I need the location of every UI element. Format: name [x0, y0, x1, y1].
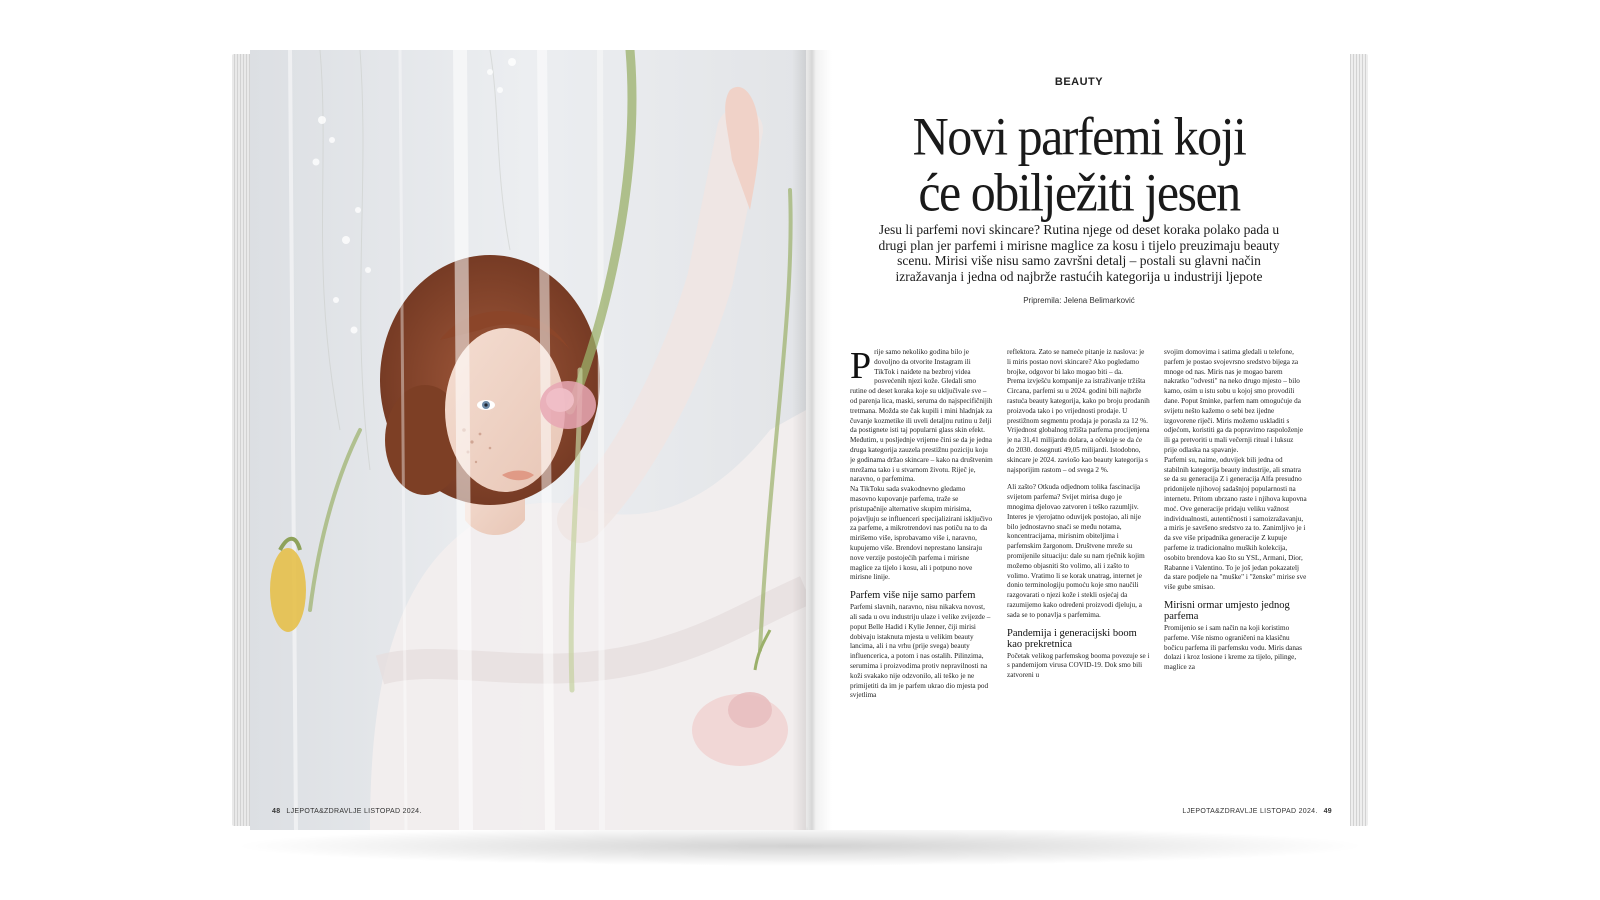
article-paragraph: Početak velikog parfemskog booma povezuje se i s pandemijom virusa COVID-19. Dok smo bili zatvoreni u — [1007, 651, 1150, 680]
article-column-2 — [1007, 348, 1150, 806]
magazine-shadow — [230, 826, 1370, 866]
article-paragraph: rije samo nekoliko godina bilo je dovoljno da otvorite Instagram ili TikTok i naiđete na bezbroj videa posvećenih njezi kože. Gledali smo rutine od deset koraka koje su uključivale sve – od parenja lica, maski, seruma do najspecifičnijih tretmana. Možda ste čak kupili i mini hladnjak za čuvanje kozmetike ili uveli detaljnu rutinu u želji da postignete isti taj popularni glass skin efekt. Međutim, u posljednje vrijeme čini se da je jedna druga kategorija zauzela prestižnu poziciju koju je godinama držao skincare – kako na društvenim mrežama tako i u stvarnom životu. Riječ je, naravno, o parfemima. — [850, 348, 993, 484]
deck-text: Jesu li parfemi novi skincare? Rutina njege od deset koraka polako pada u drugi plan jer parfemi i mirisne maglice za kosu i tijelo preuzimaju beauty scenu. Mirisi više nisu samo završni detalj – postali su glavni način izražavanja i jedna od najbrže rastućih kategorija u industriji ljepote — [878, 222, 1280, 284]
magazine-spread — [232, 50, 1368, 830]
section-label: BEAUTY — [1054, 76, 1104, 88]
headline — [848, 105, 1310, 223]
article-column-3 — [1164, 348, 1307, 806]
left-page-number: 48 — [272, 808, 281, 815]
article-subhead: Pandemija i generacijski boom kao prekretnica — [1007, 627, 1137, 650]
article-paragraph: reflektora. Zato se nameće pitanje iz naslova: je li miris postao novi skincare? Ako pogledamo brojke, odgovor bi lako mogao biti – da. — [1007, 348, 1145, 376]
drop-cap: P — [850, 348, 872, 387]
article-paragraph: Promijenio se i sam način na koji koristimo parfeme. Više nismo ograničeni na klasičnu bočicu parfema ili parfemsku vodu. Miris danas dolazi i kroz losione i kreme za tijelo, pilinge, maglice za — [1164, 623, 1302, 672]
article-subhead: Mirisni ormar umjesto jednog parfema — [1164, 599, 1290, 622]
page-stack-left — [232, 54, 250, 826]
left-folio — [272, 808, 422, 815]
article-paragraph: Parfemi su, naime, oduvijek bili jedna od stabilnih kategorija beauty industrije, ali smatra se da su generacija Z i generacija Alfa presudno pridonijele njihovoj sadašnjoj popularnosti na internetu. Pritom ubrzano raste i njihova kupovna moć. Ove generacije pridaju veliku važnost individualnosti, autentičnosti i samoizražavanju, a miris je savršeno sredstvo za to. Zanimljivo je i da sve više pripadnika generacije Z kupuje parfeme iz tradicionalno muških kolekcija, osobito brendova kao što su YSL, Armani, Dior, Rabanne i Valentino. To je još jedan pokazatelj da stare podjele na "muške" i "ženske" mirise sve više gube smisao. — [1164, 455, 1307, 592]
portrait-photo — [250, 50, 806, 830]
byline: Pripremila: Jelena Belimarković — [1023, 296, 1135, 305]
article-paragraph: Prema izvješću kompanije za istraživanje tržišta Circana, parfemi su u 2024. godini bili najbrže rastuća beauty kategorija, kako po broju prodanih proizvoda tako i po vrijednosti prodaje. U prestižnom segmentu prodaja je porasla za 12 %. Vrijednost globalnog tržišta parfema procijenjena je na 31,41 milijardu dolara, a očekuje se da će do 2030. dosegnuti 49,05 milijardi. Istodobno, skincare je 2024. zaviošo kao beauty kategorija s najsporijim rastom – od svega 2 %. — [1007, 377, 1150, 474]
headline-line-2: će obilježiti jesen — [918, 161, 1240, 223]
right-folio — [1182, 808, 1332, 815]
left-folio-text: LJEPOTA&ZDRAVLJE LISTOPAD 2024. — [286, 808, 422, 815]
article-paragraph: Parfemi slavnih, naravno, nisu nikakva novost, ali sada u ovu industriju ulaze i velike zvijezde – poput Belle Hadid i Kylie Jenner, čiji mirisi dobivaju istaknuta mjesta u velikim beauty lancima, ali i na vrhu (prije svega) beauty influencerica, a potom i nas ostalih. Pilinzima, serumima i proizvodima protiv nepravilnosti na koži svakako nije odzvonilo, ali teško je ne primijetiti da im je parfem ukrao dio mjesta pod svjetlima — [850, 603, 991, 700]
article-column-1 — [850, 348, 993, 806]
left-page — [250, 50, 806, 830]
article-subhead: Parfem više nije samo parfem — [850, 590, 976, 602]
headline-line-1: Novi parfemi koji — [912, 105, 1246, 167]
page-stack-right — [1350, 54, 1368, 826]
article-paragraph: Na TikToku sada svakodnevno gledamo masovno kupovanje parfema, traže se pristupačnije alternative skupim mirisima, pojavljuju se influenceri specijalizirani isključivo za parfeme, a mikrotrendovi nas potiču na to da mirišemo više, isprobavamo više i, naravno, kupujemo više. Brendovi neprestano lansiraju nove verzije postojećih parfema i mirisne maglice za tijelo i kosu, ali i potpuno nove mirisne linije. — [850, 485, 993, 582]
article-columns — [850, 348, 1308, 806]
right-folio-text: LJEPOTA&ZDRAVLJE LISTOPAD 2024. — [1182, 808, 1318, 815]
right-page — [808, 50, 1350, 830]
article-paragraph: Ali zašto? Otkuda odjednom tolika fascinacija svijetom parfema? Svijet mirisa dugo je mnogima djelovao zatvoren i teško razumljiv. Interes je vjerojatno oduvijek postojao, ali nije bilo jednostavno snaći se među notama, koncentracijama, mirisnim obiteljima i parfemskim žargonom. Društvene mreže su promijenile situaciju: dale su nam rječnik kojim možemo objasniti što volimo, ali i zašto to volimo. Vratimo li se korak unatrag, internet je donio terminologiju pomoću koje smo naučili razgovarati o njezi kože i stekli osjećaj da razumijemo kako određeni proizvodi djeluju, a sada se to ponavlja s parfemima. — [1007, 483, 1145, 619]
right-page-number: 49 — [1323, 808, 1332, 815]
article-paragraph: svojim domovima i satima gledali u telefone, parfem je postao svojevrsno sredstvo bijega za mnoge od nas. Miris nas je mogao barem nakratko "odvesti" na neko drugo mjesto – bilo kamo, osim u istu sobu u kojoj smo provodili dane. Poput šminke, parfem nam omogućuje da svijetu nešto kažemo o sebi bez ijedne izgovorene riječi. Miris možemo uskladiti s odjećom, koristiti ga da popravimo raspoloženje ili ga pretvoriti u mali večernji ritual i luksuz prije odlaska na spavanje. — [1164, 348, 1303, 454]
